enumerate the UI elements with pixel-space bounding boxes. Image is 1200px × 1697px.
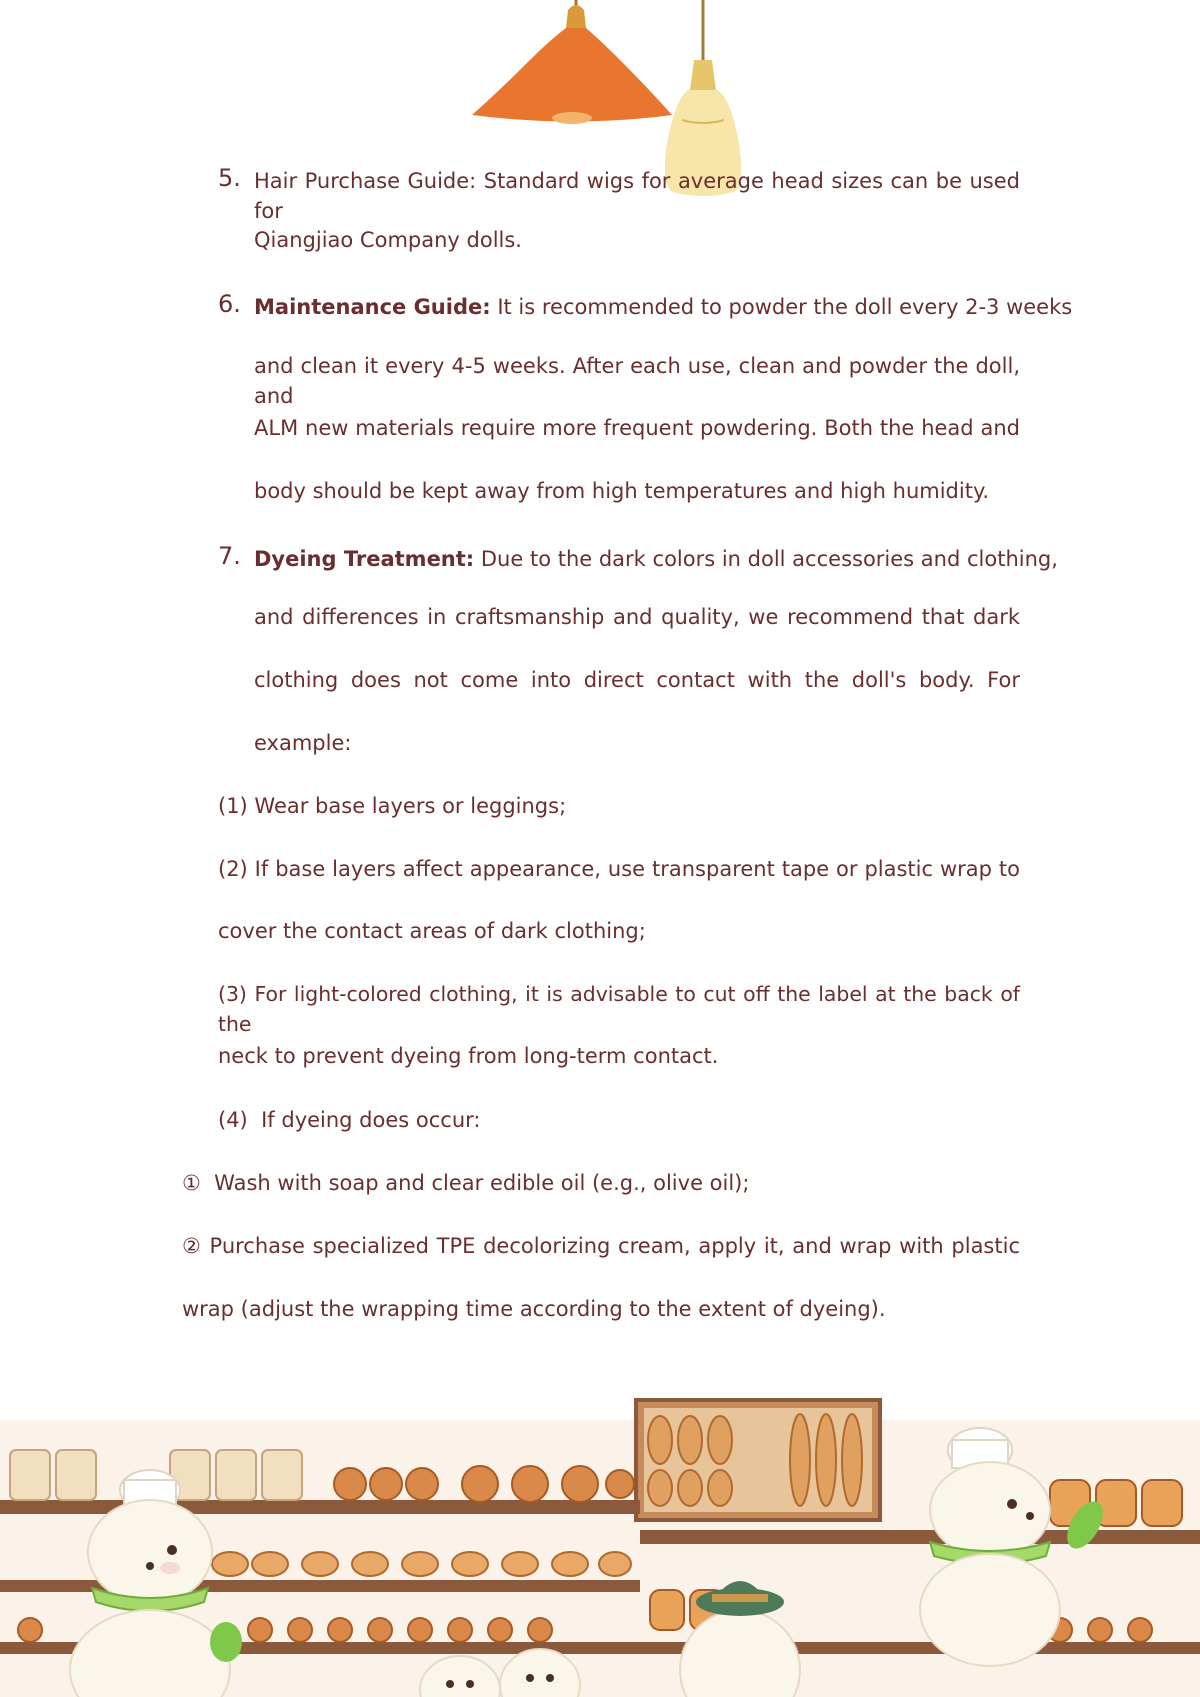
remedy-2-line-1: ② Purchase specialized TPE decolorizing cream, apply it, and wrap with plastic <box>182 1234 1020 1258</box>
maintenance-guide-line-1 <box>254 292 1073 322</box>
maintenance-guide-line-1-text: It is recommended to powder the doll every 2-3 weeks <box>490 295 1073 319</box>
maintenance-guide-line-4: body should be kept away from high temperatures and high humidity. <box>254 479 990 503</box>
hair-guide-line-2: Qiangjiao Company dolls. <box>254 228 522 252</box>
top-shelf-right <box>640 1530 1200 1544</box>
hair-guide-line-1: Hair Purchase Guide: Standard wigs for average head sizes can be used for <box>254 169 1020 223</box>
dyeing-treatment-line-4: example: <box>254 731 352 755</box>
sub-item-3-line-1: (3) For light-colored clothing, it is advisable to cut off the label at the back of the <box>218 982 1020 1036</box>
sub-item-2-line-1: (2) If base layers affect appearance, use transparent tape or plastic wrap to <box>218 857 1020 881</box>
dyeing-treatment-line-1-text: Due to the dark colors in doll accessories and clothing, <box>474 547 1058 571</box>
dyeing-treatment-line-3: clothing does not come into direct contact with the doll's body. For <box>254 668 1020 692</box>
customer-bear <box>680 1581 800 1697</box>
item-number-5: 5. <box>218 164 241 192</box>
dyeing-treatment-line-1 <box>254 544 1058 574</box>
sub-item-3-line-2: neck to prevent dyeing from long-term contact. <box>218 1044 719 1068</box>
sub-item-1: (1) Wear base layers or leggings; <box>218 794 567 818</box>
remedy-2-line-2: wrap (adjust the wrapping time according to the extent of dyeing). <box>182 1297 886 1321</box>
sub-item-2-line-2: cover the contact areas of dark clothing; <box>218 919 646 943</box>
item-number-6: 6. <box>218 290 241 318</box>
maintenance-guide-line-2: and clean it every 4-5 weeks. After each use, clean and powder the doll, and <box>254 354 1020 408</box>
top-shelf-left <box>0 1500 640 1514</box>
maintenance-guide-title: Maintenance Guide: <box>254 295 491 319</box>
remedy-1: ① Wash with soap and clear edible oil (e.g., olive oil); <box>182 1171 750 1195</box>
dyeing-treatment-title: Dyeing Treatment: <box>254 547 475 571</box>
item-number-7: 7. <box>218 542 241 570</box>
maintenance-guide-line-3: ALM new materials require more frequent powdering. Both the head and <box>254 416 1020 440</box>
dyeing-treatment-line-2: and differences in craftsmanship and quality, we recommend that dark <box>254 605 1020 629</box>
sub-item-4: (4) If dyeing does occur: <box>218 1108 481 1132</box>
bakery-illustration <box>0 1380 1200 1697</box>
